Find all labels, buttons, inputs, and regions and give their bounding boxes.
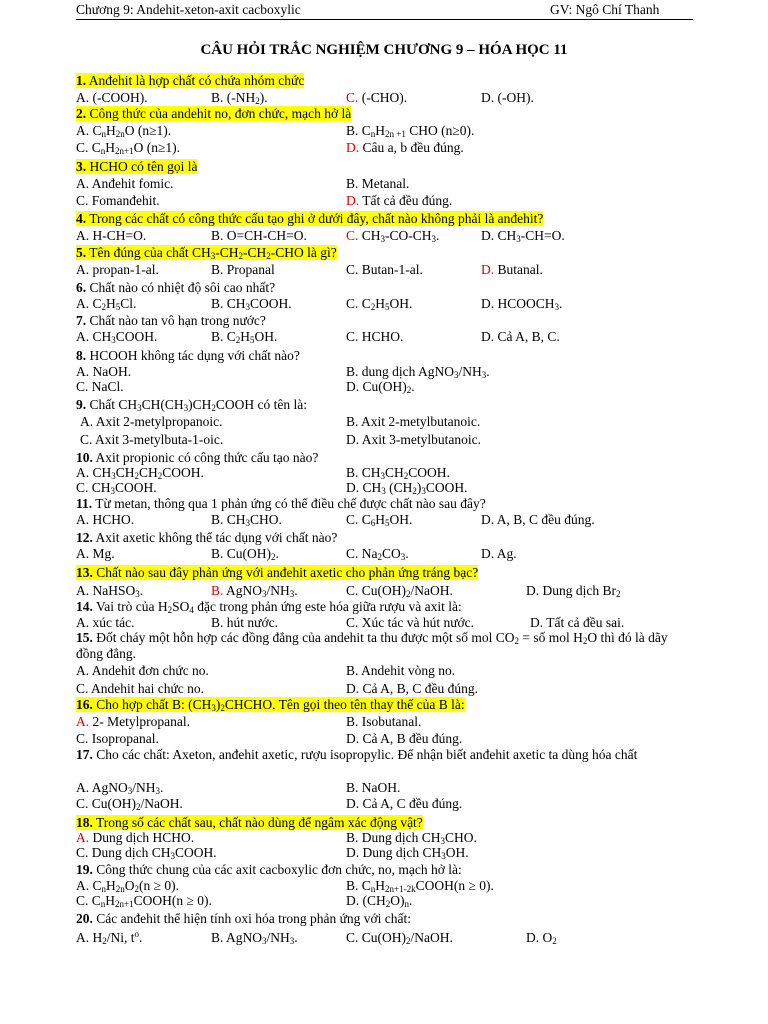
q20-option-c: C. $Cu(OH)_2$/NaOH. [346, 930, 453, 946]
q7-option-c: C. HCHO. [346, 329, 404, 344]
q5-option-c: C. Butan-1-al. [346, 262, 423, 277]
q2-option-d: D. Câu a, b đều đúng. [346, 140, 464, 155]
q10-option-b: B. $CH_3CH_2COOH$. [346, 465, 450, 481]
q7-option-a: A. $CH_3COOH$. [76, 329, 158, 345]
q6-option-c: C. $C_2H_5OH$. [346, 296, 413, 312]
q17-option-c: C. $Cu(OH)_2$/NaOH. [76, 796, 183, 812]
q13-option-d: D. Dung dịch $Br_2$ [526, 583, 621, 599]
q19-option-d: D. $(CH_2O)_n$. [346, 893, 413, 909]
q13-option-a: A. NaHSO$_3$. [76, 583, 144, 599]
q5-option-a: A. propan-1-al. [76, 262, 159, 277]
question-7: 7. Chất nào tan vô hạn trong nước? [76, 313, 266, 328]
page-title: CÂU HỎI TRẮC NGHIỆM CHƯƠNG 9 – HÓA HỌC 11 [200, 42, 568, 58]
q2-option-c: C. $C_nH_{2n+1}O$ (n≥1). [76, 140, 180, 156]
question-13: 13. Chất nào sau đây phản ứng với anđehit axetic cho phản ứng tráng bạc? [76, 565, 479, 580]
q5-option-b: B. Propanal [211, 262, 275, 277]
q6-option-b: B. $CH_3COOH$. [211, 296, 292, 312]
q17-option-b: B. NaOH. [346, 780, 401, 795]
q15-option-c: C. Andehit hai chức no. [76, 681, 205, 696]
q10-option-a: A. $CH_3CH_2CH_2COOH$. [76, 465, 204, 481]
q2-option-a: A. $C_nH_{2n}O$ (n≥1). [76, 123, 172, 139]
question-18: 18. Trong số các chất sau, chất nào dùng để ngâm xác động vật? [76, 815, 423, 830]
question-4: 4. Trong các chất có công thức cấu tạo ghi ở dưới đây, chất nào không phải là anđehit? [76, 211, 544, 226]
q12-option-b: B. $Cu(OH)_2$. [211, 546, 279, 562]
question-19: 19. Công thức chung của các axit cacboxylic đơn chức, no, mạch hở là: [76, 862, 462, 877]
q8-option-c: C. NaCl. [76, 379, 124, 394]
q15-option-d: D. Cả A, B, C đều đúng. [346, 681, 479, 696]
q19-option-b: B. $C_nH_{2n+1-2k}COOH(n \ge 0)$. [346, 878, 494, 894]
q3-option-a: A. Anđehit fomic. [76, 176, 174, 191]
q16-option-d: D. Cả A, B đều đúng. [346, 731, 463, 746]
q6-option-a: A. $C_2H_5Cl$. [76, 296, 137, 312]
q20-option-b: B. $AgNO_3/NH_3$. [211, 930, 298, 946]
question-1: 1. Anđehit là hợp chất có chứa nhóm chức [76, 73, 305, 88]
q2-option-b: B. $C_nH_{2n +1}$ CHO (n≥0). [346, 123, 475, 139]
question-20: 20. Các anđehit thể hiện tính oxi hóa trong phản ứng với chất: [76, 911, 412, 926]
q9-option-c: C. Axit 3-metylbuta-1-oic. [80, 432, 224, 447]
q10-option-c: C. $CH_3COOH$. [76, 480, 157, 496]
q4-option-b: B. O=CH-CH=O. [211, 228, 307, 243]
q19-option-a: A. $C_nH_{2n}O_2(n \ge 0)$. [76, 878, 180, 894]
question-8: 8. HCOOH không tác dụng với chất nào? [76, 348, 300, 363]
q18-option-c: C. Dung dịch $CH_3COOH$. [76, 845, 217, 861]
q8-option-a: A. NaOH. [76, 364, 132, 379]
q13-option-c: C. $Cu(OH)_2$/NaOH. [346, 583, 453, 599]
question-6: 6. Chất nào có nhiệt độ sôi cao nhất? [76, 280, 276, 295]
header-teacher: GV: Ngô Chí Thanh [550, 2, 660, 17]
q10-option-d: D. $CH_3$ $(CH_2)_3COOH$. [346, 480, 468, 496]
question-9: 9. Chất $CH_3CH(CH_3)CH_2COOH$ có tên là: [76, 397, 308, 413]
q11-option-b: B. $CH_3CHO$. [211, 512, 282, 528]
q4-option-d: D. $CH_3-CH=O$. [481, 228, 565, 244]
q8-option-b: B. dung dịch $AgNO_3/NH_3$. [346, 364, 490, 380]
question-17: 17. Cho các chất: Axeton, anđehit axetic, rượu isopropylic. Để nhận biết anđehit axetic ta dùng hóa chất [76, 747, 638, 762]
q5-option-d: D. Butanal. [481, 262, 543, 277]
q7-option-d: D. Cả A, B, C. [481, 329, 560, 344]
q6-option-d: D. $HCOOCH_3$. [481, 296, 563, 312]
q9-option-b: B. Axit 2-metylbutanoic. [346, 414, 481, 429]
q4-option-a: A. H-CH=O. [76, 228, 147, 243]
q19-option-c: C. $C_nH_{2n+1}COOH(n \ge 0)$. [76, 893, 212, 909]
q3-option-d: D. Tất cả đều đúng. [346, 193, 453, 208]
q14-option-a: A. xúc tác. [76, 615, 135, 630]
q9-option-a: A. Axit 2-metylpropanoic. [80, 414, 223, 429]
q12-option-d: D. Ag. [481, 546, 517, 561]
q11-option-c: C. $C_6H_5OH$. [346, 512, 413, 528]
header-chapter: Chương 9: Andehit-xeton-axit cacboxylic [76, 2, 301, 17]
q17-option-a: A. $AgNO_3/NH_3$. [76, 780, 164, 796]
q16-option-a: A. 2- Metylpropanal. [76, 714, 190, 729]
q8-option-d: D. $Cu(OH)_2$. [346, 379, 415, 395]
q18-option-b: B. Dung dịch $CH_3CHO$. [346, 830, 477, 846]
q4-option-c: C. $CH_3-CO-CH_3$. [346, 228, 440, 244]
header-divider [76, 19, 693, 20]
question-3: 3. HCHO có tên gọi là [76, 159, 198, 174]
question-5: 5. Tên đúng của chất $CH_3-CH_2-CH_2$-CHO là gì? [76, 245, 337, 261]
q3-option-c: C. Fomanđehit. [76, 193, 160, 208]
q9-option-d: D. Axit 3-metylbutanoic. [346, 432, 481, 447]
q17-option-d: D. Cả A, C đều đúng. [346, 796, 463, 811]
q15-option-a: A. Andehit đơn chức no. [76, 663, 209, 678]
q13-option-b: B. $AgNO_3/NH_3$. [211, 583, 298, 599]
q11-option-a: A. HCHO. [76, 512, 135, 527]
q1-option-d: D. (-OH). [481, 90, 534, 105]
q18-option-a: A. Dung dịch HCHO. [76, 830, 195, 845]
q11-option-d: D. A, B, C đều đúng. [481, 512, 595, 527]
q20-option-d: D. $O_2$ [526, 930, 557, 946]
q16-option-b: B. Isobutanal. [346, 714, 422, 729]
question-15: 15. Đốt cháy một hỗn hợp các đồng đẳng của andehit ta thu được một số mol $CO_2$ = số mol $H_2O$ thì đó là dãy đồng đẳng. [76, 630, 668, 661]
q14-option-d: D. Tất cả đều sai. [530, 615, 625, 630]
question-14: 14. Vai trò của $H_2SO_4$ đặc trong phản ứng este hóa giữa rượu và axit là: [76, 599, 462, 615]
question-10: 10. Axit propionic có công thức cấu tạo nào? [76, 450, 319, 465]
q20-option-a: A. $H_2/Ni$, $t^o$. [76, 929, 143, 946]
q1-option-b: B. $(-NH_2)$. [211, 90, 268, 106]
q14-option-b: B. hút nước. [211, 615, 278, 630]
q16-option-c: C. Isopropanal. [76, 731, 159, 746]
q15-option-b: B. Andehit vòng no. [346, 663, 456, 678]
question-12: 12. Axit axetic không thể tác dụng với chất nào? [76, 530, 338, 545]
q12-option-c: C. $Na_2CO_3$. [346, 546, 409, 562]
q1-option-c: C. (-CHO). [346, 90, 408, 105]
q3-option-b: B. Metanal. [346, 176, 410, 191]
q7-option-b: B. $C_2H_5OH$. [211, 329, 278, 345]
question-11: 11. Từ metan, thông qua 1 phản ứng có thể điều chế được chất nào sau đây? [76, 496, 486, 511]
q14-option-c: C. Xúc tác và hút nước. [346, 615, 475, 630]
question-2: 2. Công thức của andehit no, đơn chức, mạch hở là [76, 106, 352, 121]
q18-option-d: D. Dung dịch $CH_3OH$. [346, 845, 469, 861]
question-16: 16. Cho hợp chất B: $(CH_3)_2CHCHO$. Tên gọi theo tên thay thế của B là: [76, 697, 465, 713]
q12-option-a: A. Mg. [76, 546, 115, 561]
q1-option-a: A. (-COOH). [76, 90, 148, 105]
